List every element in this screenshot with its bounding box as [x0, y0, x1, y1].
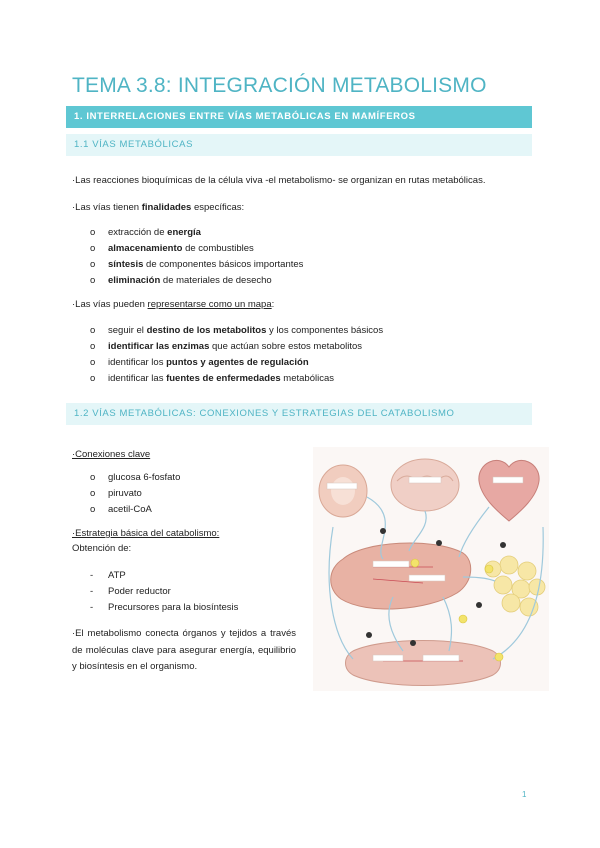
text-run: y los componentes básicos [266, 325, 384, 336]
list-item [90, 275, 272, 286]
text-run: de componentes básicos importantes [143, 259, 304, 270]
list-item [90, 586, 171, 597]
text-run: piruvato [108, 488, 142, 499]
metabolism-organs-figure [313, 447, 549, 691]
bullet: o [90, 259, 96, 270]
subsection-heading-1 [66, 134, 532, 156]
kidney-inner [331, 477, 355, 505]
text-run: Poder reductor [108, 586, 171, 597]
estrategia-heading [72, 528, 219, 539]
obtencion-label: Obtención de: [72, 543, 132, 554]
text-run-underlined: representarse como un mapa [147, 299, 272, 310]
text-run: extracción de [108, 227, 168, 238]
bullet: o [90, 243, 96, 254]
paragraph-reacciones: ·Las reacciones bioquímicas de la célula viva -el metabolismo- se organizan en rutas metabólicas. [72, 175, 486, 186]
bullet: o [90, 275, 96, 286]
text-run: específicas: [191, 202, 245, 213]
bullet: - [90, 570, 94, 581]
subsection-heading-2-text: 1.2 VÍAS METABÓLICAS: CONEXIONES Y ESTRATEGIAS DEL CATABOLISMO [74, 408, 455, 419]
text-run-underlined: ·Estrategia básica del catabolismo: [72, 528, 220, 539]
bullet: o [90, 227, 96, 238]
subsection-heading-1-text: 1.1 VÍAS METABÓLICAS [74, 139, 194, 150]
text-run: que actúan sobre estos metabolitos [209, 341, 362, 352]
text-run: ·Las vías pueden [72, 299, 148, 310]
page-number: 1 [522, 790, 527, 799]
text-run: ATP [108, 570, 126, 581]
text-run: ·Las vías tienen [72, 202, 142, 213]
text-run-bold: energía [167, 227, 201, 238]
list-item [90, 602, 238, 613]
subsection-heading-2 [66, 403, 532, 425]
text-run: identificar los [108, 357, 167, 368]
bullet: - [90, 586, 94, 597]
list-item [90, 570, 126, 581]
list-item [90, 488, 142, 499]
text-run-bold: destino de los metabolitos [146, 325, 267, 336]
bullet: o [90, 341, 96, 352]
text-run: acetil-CoA [108, 504, 152, 515]
text-run: metabólicas [280, 373, 335, 384]
text-run: de combustibles [182, 243, 254, 254]
brain-shape [391, 459, 459, 511]
text-run: Precursores para la biosíntesis [108, 602, 239, 613]
list-item [90, 227, 201, 238]
bullet: o [90, 373, 96, 384]
text-run-bold: identificar las enzimas [108, 341, 210, 352]
text-run-bold: puntos y agentes de regulación [166, 357, 309, 368]
bullet: o [90, 472, 96, 483]
text-run-bold: síntesis [108, 259, 144, 270]
list-item [90, 472, 180, 483]
list-item [90, 243, 254, 254]
text-run-bold: almacenamiento [108, 243, 183, 254]
bullet: o [90, 325, 96, 336]
metabolism-organs-illustration [313, 447, 549, 691]
text-run: seguir el [108, 325, 147, 336]
paragraph-finalidades [72, 202, 244, 213]
page-title: TEMA 3.8: INTEGRACIÓN METABOLISMO [72, 74, 487, 97]
text-run-underlined: ·Conexiones clave [72, 449, 151, 460]
list-item [90, 341, 362, 352]
bullet: o [90, 357, 96, 368]
text-run-bold: fuentes de enfermedades [166, 373, 281, 384]
list-item [90, 259, 303, 270]
text-run-bold: finalidades [141, 202, 192, 213]
paragraph-mapa [72, 299, 274, 310]
list-item [90, 373, 334, 384]
conclusion-paragraph: ·El metabolismo conecta órganos y tejidos a través de moléculas clave para asegurar energía, equilibrio y biosíntesis en el organismo. [72, 628, 296, 672]
text-run: identificar las [108, 373, 167, 384]
muscle-shape [346, 641, 501, 686]
text-run-bold: eliminación [108, 275, 161, 286]
bullet: o [90, 488, 96, 499]
bullet: - [90, 602, 94, 613]
text-run: glucosa 6-fosfato [108, 472, 181, 483]
list-item [90, 357, 309, 368]
text-run: : [271, 299, 275, 310]
section-heading [66, 106, 532, 128]
section-heading-text: 1. INTERRELACIONES ENTRE VÍAS METABÓLICAS EN MAMÍFEROS [74, 111, 416, 122]
bullet: o [90, 504, 96, 515]
list-item [90, 504, 152, 515]
list-item [90, 325, 383, 336]
text-run: de materiales de desecho [160, 275, 272, 286]
conexiones-heading [72, 449, 150, 460]
